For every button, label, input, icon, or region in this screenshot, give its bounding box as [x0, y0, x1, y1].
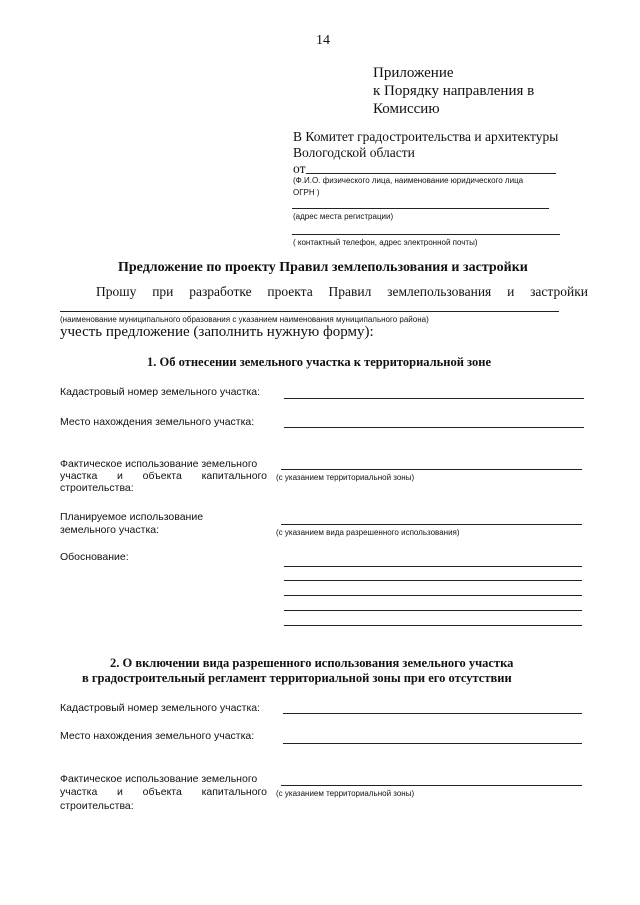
contact-input-line[interactable] — [292, 234, 560, 235]
s1-justification-input-2[interactable] — [284, 580, 582, 581]
municipality-input-line[interactable] — [60, 311, 559, 312]
s1-justification-input-3[interactable] — [284, 595, 582, 596]
s2-actual-use-input[interactable] — [281, 785, 582, 786]
s1-justification-input-4[interactable] — [284, 610, 582, 611]
address-caption: (адрес места регистрации) — [293, 212, 394, 221]
section-2-heading-line-2: в градостроительный регламент территориальной зоны при его отсутствии — [82, 671, 512, 685]
page-number: 14 — [316, 33, 330, 48]
request-word: и — [507, 284, 515, 299]
section-1-heading: 1. Об отнесении земельного участка к территориальной зоне — [147, 355, 491, 369]
actual-use-word: и — [117, 470, 123, 482]
actual-use-word: участка — [60, 786, 98, 798]
s2-actual-use-line-3: строительства: — [60, 800, 134, 812]
s2-location-label: Место нахождения земельного участка: — [60, 730, 255, 742]
request-word: Прошу — [96, 284, 137, 299]
s2-actual-use-caption: (с указанием территориальной зоны) — [276, 789, 415, 798]
actual-use-word: капитального — [201, 470, 267, 482]
contact-caption: ( контактный телефон, адрес электронной почты) — [293, 238, 478, 247]
request-word: Правил — [328, 284, 372, 299]
request-continuation: учесть предложение (заполнить нужную форму): — [60, 324, 374, 340]
from-input-line-2[interactable] — [292, 208, 549, 209]
s1-planned-use-input[interactable] — [281, 524, 582, 525]
municipality-caption: (наименование муниципального образования с указанием наименования муниципального района) — [60, 315, 429, 324]
request-word: разработке — [189, 284, 252, 299]
s1-justification-input-1[interactable] — [284, 566, 582, 567]
s1-planned-use-line-2: земельного участка: — [60, 524, 160, 536]
s1-location-label: Место нахождения земельного участка: — [60, 416, 255, 428]
from-label: от — [293, 161, 306, 176]
s1-justification-label: Обоснование: — [60, 551, 129, 563]
section-2-heading-line-1: 2. О включении вида разрешенного использования земельного участка — [110, 656, 514, 670]
s1-planned-use-line-1: Планируемое использование — [60, 511, 204, 523]
s2-actual-use-line-1: Фактическое использование земельного — [60, 773, 258, 785]
addressee-line-2: Вологодской области — [293, 145, 415, 160]
s1-planned-use-caption: (с указанием вида разрешенного использования) — [276, 528, 460, 537]
actual-use-word: объекта — [142, 470, 182, 482]
s2-cadastral-label: Кадастровый номер земельного участка: — [60, 702, 261, 714]
request-word: проекта — [267, 284, 313, 299]
s1-actual-use-line-2 — [60, 470, 267, 482]
s1-actual-use-caption: (с указанием территориальной зоны) — [276, 473, 415, 482]
from-caption-2: ОГРН ) — [293, 188, 320, 197]
s1-actual-use-input[interactable] — [281, 469, 582, 470]
actual-use-word: участка — [60, 470, 98, 482]
s1-actual-use-line-3: строительства: — [60, 482, 134, 494]
request-line — [96, 284, 588, 300]
from-caption-1: (Ф.И.О. физического лица, наименование юридического лица — [293, 176, 524, 185]
request-word: застройки — [530, 284, 588, 299]
actual-use-word: капитального — [201, 786, 267, 798]
s1-actual-use-line-1: Фактическое использование земельного — [60, 458, 258, 470]
addressee-line-1: В Комитет градостроительства и архитектуры — [293, 129, 559, 144]
appendix-line-2: к Порядку направления в — [373, 83, 535, 99]
appendix-line-1: Приложение — [373, 65, 454, 81]
request-word: при — [152, 284, 174, 299]
document-title: Предложение по проекту Правил землепользования и застройки — [118, 260, 528, 275]
s1-location-input[interactable] — [284, 427, 584, 428]
actual-use-word: и — [117, 786, 123, 798]
from-input-line[interactable] — [306, 173, 556, 174]
s2-location-input[interactable] — [283, 743, 582, 744]
s1-cadastral-input[interactable] — [284, 398, 584, 399]
s1-cadastral-label: Кадастровый номер земельного участка: — [60, 386, 261, 398]
s1-justification-input-5[interactable] — [284, 625, 582, 626]
s2-cadastral-input[interactable] — [283, 713, 582, 714]
appendix-line-3: Комиссию — [373, 101, 440, 117]
request-word: землепользования — [387, 284, 492, 299]
actual-use-word: объекта — [142, 786, 182, 798]
s2-actual-use-line-2 — [60, 786, 267, 798]
